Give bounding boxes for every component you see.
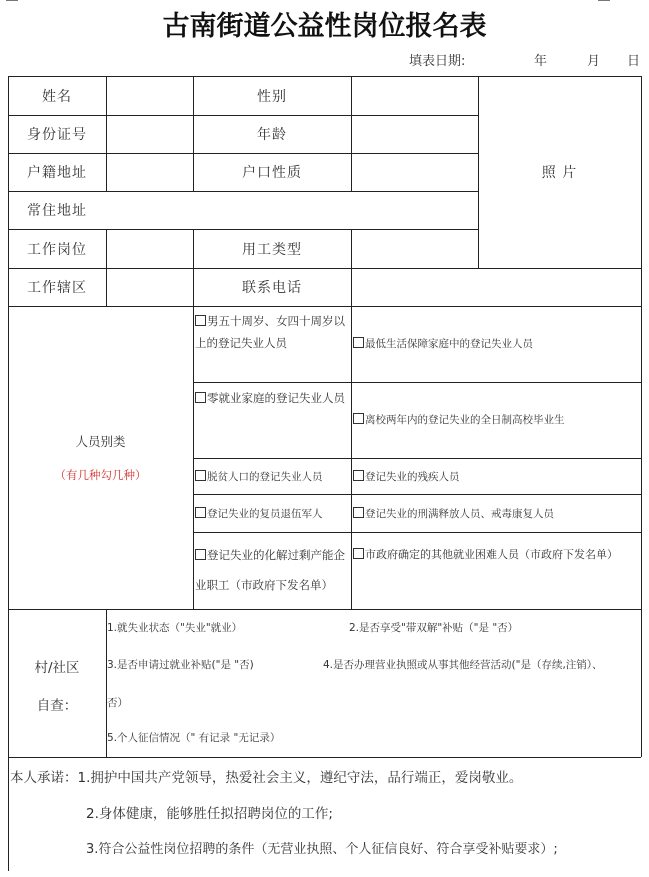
phone-field[interactable] bbox=[351, 268, 641, 306]
self-check-item-5[interactable]: 5.个人征信情况（" 有记录 "无记录） bbox=[107, 732, 281, 744]
checkbox-icon[interactable] bbox=[195, 549, 206, 560]
work-area-field[interactable] bbox=[106, 268, 193, 306]
phone-label: 联系电话 bbox=[242, 280, 302, 296]
category-option-text: 登记失业的刑满释放人员、戒毒康复人员 bbox=[365, 508, 554, 520]
self-check-item-4[interactable]: 4.是否办理营业执照或从事其他经营活动("是（存续,注销）、 bbox=[323, 659, 603, 671]
employment-type-field[interactable] bbox=[351, 229, 478, 268]
age-field[interactable] bbox=[351, 115, 478, 153]
id-number-field[interactable] bbox=[106, 115, 193, 153]
category-option-3[interactable] bbox=[195, 387, 350, 409]
employment-type-label: 用工类型 bbox=[242, 241, 302, 258]
gender-label: 性别 bbox=[257, 88, 287, 105]
category-option-text: 最低生活保障家庭中的登记失业人员 bbox=[365, 338, 533, 350]
job-post-label: 工作岗位 bbox=[27, 241, 87, 258]
category-option-text: 脱贫人口的登记失业人员 bbox=[207, 471, 323, 483]
page-corner-mark-right bbox=[598, 0, 610, 1]
category-option-text: 男五十周岁、女四十周岁以上的登记失业人员 bbox=[195, 314, 345, 350]
promise-line-3: 3.符合公益性岗位招聘的条件（无营业执照、个人征信良好、符合享受补贴要求）; bbox=[86, 842, 558, 857]
self-check-label bbox=[8, 609, 106, 757]
promise-line-1: 本人承诺：1.拥护中国共产党领导，热爱社会主义，遵纪守法，品行端正，爱岗敬业。 bbox=[10, 770, 523, 786]
hukou-type-label: 户口性质 bbox=[242, 165, 302, 181]
category-option-4[interactable] bbox=[353, 412, 565, 427]
checkbox-icon[interactable] bbox=[353, 507, 364, 518]
fill-date-label: 填表日期: bbox=[409, 54, 466, 69]
age-label: 年龄 bbox=[257, 127, 287, 143]
category-option-9[interactable] bbox=[195, 540, 350, 600]
self-check-item-4-cont: 否） bbox=[107, 697, 128, 709]
fill-date-year: 年 bbox=[534, 54, 548, 69]
residence-field[interactable] bbox=[106, 191, 478, 229]
category-option-text: 登记失业的残疾人员 bbox=[365, 471, 460, 483]
self-check-item-2[interactable]: 2.是否享受"带双解"补贴（"是 "否） bbox=[349, 622, 519, 634]
photo-area[interactable]: 照 片 bbox=[541, 165, 578, 181]
name-field[interactable] bbox=[106, 76, 193, 115]
category-option-5[interactable] bbox=[195, 469, 323, 484]
fill-date-month: 月 bbox=[587, 54, 601, 69]
category-note: （有几种勾几种） bbox=[54, 468, 147, 482]
self-check-item-3[interactable]: 3.是否申请过就业补贴("是 "否) bbox=[107, 659, 254, 671]
category-option-2[interactable] bbox=[353, 336, 533, 351]
hukou-type-field[interactable] bbox=[351, 153, 478, 191]
category-option-text: 登记失业的复员退伍军人 bbox=[207, 508, 323, 520]
checkbox-icon[interactable] bbox=[195, 507, 206, 518]
self-check-label-line1: 村/社区 bbox=[34, 660, 80, 676]
residence-label: 常住地址 bbox=[27, 203, 87, 219]
category-option-text: 离校两年内的登记失业的全日制高校毕业生 bbox=[365, 414, 565, 426]
checkbox-icon[interactable] bbox=[195, 315, 206, 326]
self-check-label-line2: 自查： bbox=[36, 698, 78, 714]
hukou-address-field[interactable] bbox=[106, 153, 193, 191]
page-corner-mark-left bbox=[6, 0, 18, 1]
checkbox-icon[interactable] bbox=[353, 548, 364, 559]
category-label bbox=[8, 306, 193, 609]
category-option-7[interactable] bbox=[195, 506, 323, 521]
checkbox-icon[interactable] bbox=[353, 337, 364, 348]
checkbox-icon[interactable] bbox=[353, 470, 364, 481]
fill-date-day: 日 bbox=[627, 54, 641, 69]
work-area-label: 工作辖区 bbox=[27, 280, 87, 296]
name-label: 姓名 bbox=[42, 88, 72, 105]
form-title: 古南街道公益性岗位报名表 bbox=[162, 11, 487, 42]
category-option-10[interactable] bbox=[353, 540, 639, 570]
checkbox-icon[interactable] bbox=[195, 392, 206, 403]
category-option-8[interactable] bbox=[353, 506, 554, 521]
id-number-label: 身份证号 bbox=[27, 127, 87, 143]
promise-line-2: 2.身体健康，能够胜任拟招聘岗位的工作; bbox=[86, 806, 333, 822]
job-post-field[interactable] bbox=[106, 229, 193, 268]
self-check-item-1[interactable]: 1.就失业状态（"失业"就业） bbox=[107, 622, 243, 634]
gender-field[interactable] bbox=[351, 76, 478, 115]
checkbox-icon[interactable] bbox=[195, 470, 206, 481]
category-option-text: 零就业家庭的登记失业人员 bbox=[207, 391, 345, 405]
hukou-address-label: 户籍地址 bbox=[27, 165, 87, 181]
category-option-text: 登记失业的化解过剩产能企业职工（市政府下发名单） bbox=[195, 548, 345, 592]
category-option-1[interactable] bbox=[195, 310, 350, 354]
category-option-6[interactable] bbox=[353, 469, 460, 484]
category-option-text: 市政府确定的其他就业困难人员（市政府下发名单） bbox=[365, 548, 618, 561]
category-title: 人员别类 bbox=[75, 434, 126, 449]
checkbox-icon[interactable] bbox=[353, 413, 364, 424]
